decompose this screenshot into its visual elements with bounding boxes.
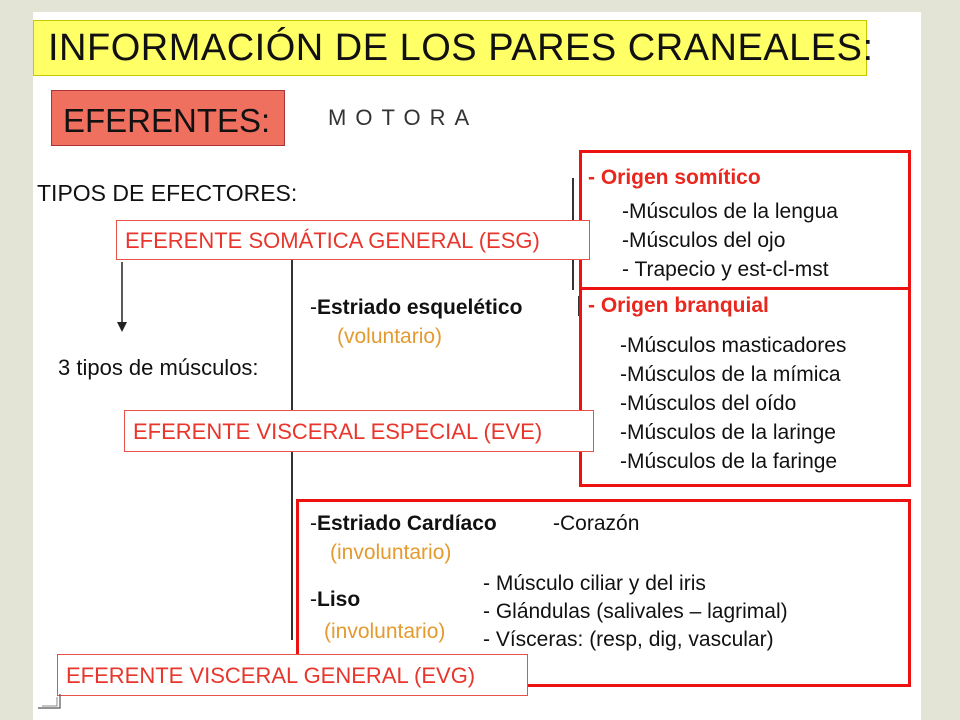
list-item: -Músculos de la faringe (620, 450, 838, 473)
cardiaco-note: (involuntario) (330, 541, 452, 564)
estriado-esqueletico (310, 296, 522, 320)
eferentes-label: EFERENTES: (63, 102, 271, 139)
voluntario-note: (voluntario) (337, 325, 443, 348)
estriado-cardiaco-dash: - (310, 512, 317, 535)
list-item: -Músculos de la mímica (620, 363, 841, 386)
tres-tipos-label: 3 tipos de músculos: (58, 355, 259, 380)
motora-label: MOTORA (328, 105, 479, 130)
list-item: -Músculos de la laringe (620, 421, 836, 444)
page-corner-icon (36, 692, 62, 710)
origen-branquial-header: - Origen branquial (588, 294, 769, 317)
estriado-cardiaco-name: Estriado Cardíaco (317, 512, 497, 535)
corazon-label: -Corazón (553, 512, 640, 535)
tipos-efectores-label: TIPOS DE EFECTORES: (37, 180, 298, 206)
esg-label: EFERENTE SOMÁTICA GENERAL (ESG) (125, 228, 540, 253)
liso (310, 588, 360, 612)
list-item: -Músculos masticadores (620, 334, 847, 357)
list-item: -Músculos del ojo (622, 229, 786, 252)
list-item: - Vísceras: (resp, dig, vascular) (483, 628, 774, 651)
liso-note: (involuntario) (324, 620, 446, 643)
eve-label: EFERENTE VISCERAL ESPECIAL (EVE) (133, 419, 543, 444)
list-item: - Trapecio y est-cl-mst (622, 258, 829, 281)
estriado-esqueletico-dash: - (310, 296, 317, 319)
estriado-cardiaco (310, 512, 497, 536)
list-item: - Músculo ciliar y del iris (483, 572, 706, 595)
down-arrow-icon (114, 262, 130, 334)
list-item: -Músculos de la lengua (622, 200, 838, 223)
liso-name: Liso (317, 588, 361, 611)
page-title: INFORMACIÓN DE LOS PARES CRANEALES: (48, 27, 874, 69)
estriado-esqueletico-name: Estriado esquelético (317, 296, 523, 319)
origen-somitico-header: - Origen somítico (588, 166, 761, 189)
liso-dash: - (310, 588, 317, 611)
list-item: -Músculos del oído (620, 392, 797, 415)
evg-label: EFERENTE VISCERAL GENERAL (EVG) (66, 663, 476, 688)
list-item: - Glándulas (salivales – lagrimal) (483, 600, 788, 623)
